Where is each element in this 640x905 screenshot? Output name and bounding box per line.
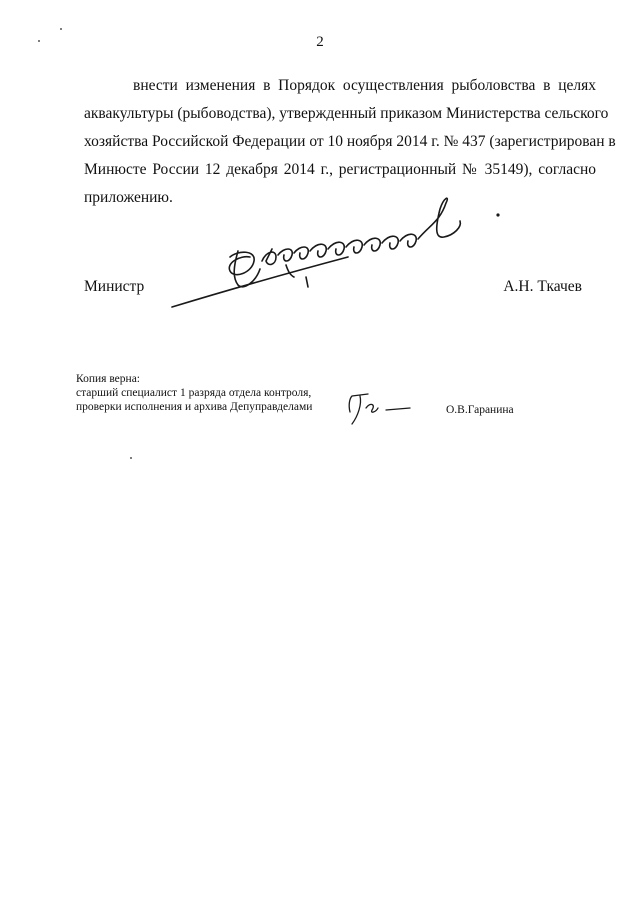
minister-position: Министр	[84, 278, 145, 295]
body-line-1: внести изменения в Порядок осуществления рыболовства в целях	[133, 77, 596, 94]
copy-heading: Копия верна:	[76, 373, 140, 385]
scan-speck	[130, 457, 132, 459]
copy-line-2: проверки исполнения и архива Депуправделами	[76, 401, 313, 413]
clerk-name: О.В.Гаранина	[446, 404, 514, 416]
scan-speck	[60, 28, 62, 30]
body-line-2: аквакультуры (рыбоводства), утвержденный приказом Министерства сельского	[84, 105, 609, 122]
minister-signature	[168, 195, 508, 320]
clerk-signature	[338, 390, 418, 430]
minister-name: А.Н. Ткачев	[503, 278, 582, 295]
scan-speck	[38, 40, 40, 42]
copy-line-1: старший специалист 1 разряда отдела контроля,	[76, 387, 312, 399]
body-line-5: приложению.	[84, 189, 173, 206]
copy-certification	[76, 372, 312, 414]
order-body-text	[84, 72, 616, 212]
body-line-3: хозяйства Российской Федерации от 10 ноября 2014 г. № 437 (зарегистрирован в	[84, 133, 616, 150]
body-line-4: Минюсте России 12 декабря 2014 г., регистрационный № 35149), согласно	[84, 161, 596, 178]
page-number: 2	[316, 34, 324, 50]
